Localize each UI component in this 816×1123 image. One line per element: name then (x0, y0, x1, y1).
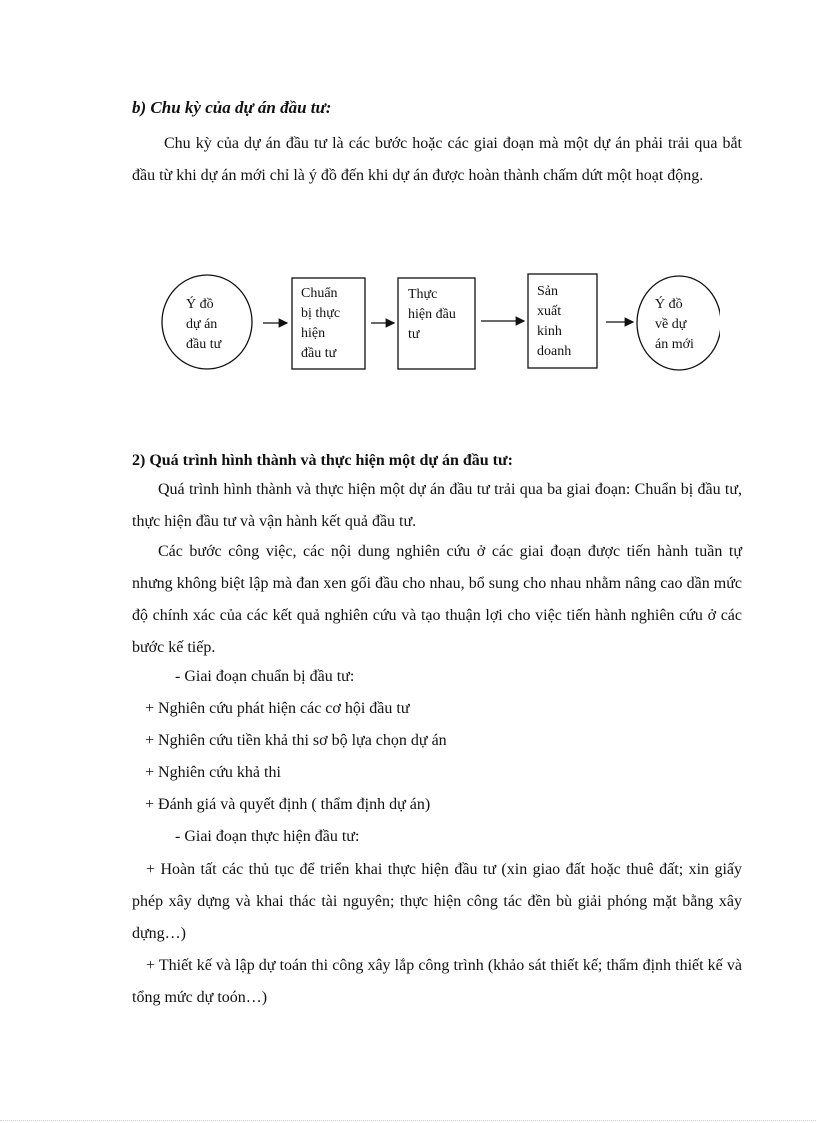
phase-1-item-4: + Đánh giá và quyết định ( thẩm định dự án) (145, 796, 431, 813)
node-new-idea-line-1: Ý đồ (655, 297, 683, 312)
node-production-line-1: Sản (537, 284, 558, 299)
node-production-line-2: xuất (537, 304, 562, 319)
node-idea-line-3: đầu tư (186, 337, 222, 352)
node-text-idea (186, 295, 222, 352)
node-idea-line-1: Ý đồ (186, 297, 214, 312)
phase-2-item-2: + Thiết kế và lập dự toán thi công xây lắp công trình (khảo sát thiết kế; thẩm định thiết kế và tổng mức dự toón…) (132, 957, 742, 1006)
node-prepare-line-2: bị thực (301, 306, 341, 321)
node-implement-line-3: tư (408, 327, 420, 342)
node-new-idea-line-2: về dự (655, 317, 687, 332)
phase-1-title: - Giai đoạn chuẩn bị đầu tư: (175, 668, 355, 685)
phase-2-title: - Giai đoạn thực hiện đầu tư: (175, 828, 360, 845)
section-2-paragraph-1: Quá trình hình thành và thực hiện một dự án đầu tư trải qua ba giai đoạn: Chuẩn bị đầu tư, thực hiện đầu tư và vận hành kết quả đầu tư. (132, 481, 742, 530)
node-implement-line-2: hiện đầu (408, 307, 456, 322)
project-cycle-diagram (160, 268, 720, 380)
section-2-paragraph-2: Các bước công việc, các nội dung nghiên cứu ở các giai đoạn được tiến hành tuần tự nhưng không biệt lập mà đan xen gối đầu cho nhau, bổ sung cho nhau nhằm nâng cao dần mức độ chính xác của các kết quả nghiên cứu và tạo thuận lợi cho việc tiến hành nghiên cứu ở các bước kế tiếp. (132, 543, 742, 656)
page-bottom-rule (0, 1120, 816, 1121)
phase-2-item-1: + Hoàn tất các thủ tục để triển khai thực hiện đầu tư (xin giao đất hoặc thuê đất; xin giấy phép xây dựng và khai thác tài nguyên; thực hiện công tác đền bù giải phóng mặt bằng xây dựng…) (132, 861, 742, 942)
node-new-idea-line-3: án mới (655, 337, 694, 352)
node-idea-line-2: dự án (186, 317, 218, 332)
node-implement-line-1: Thực (408, 287, 438, 302)
section-b-heading: b) Chu kỳ của dự án đầu tư: (132, 98, 332, 117)
phase-1-item-1: + Nghiên cứu phát hiện các cơ hội đầu tư (145, 700, 410, 717)
section-b-paragraph: Chu kỳ của dự án đầu tư là các bước hoặc các giai đoạn mà một dự án phải trải qua bắt đầu từ khi dự án mới chỉ là ý đồ đến khi dự án được hoàn thành chấm dứt một hoạt động. (132, 135, 742, 184)
phase-1-item-3: + Nghiên cứu khả thi (145, 764, 281, 781)
node-production-line-4: doanh (537, 344, 572, 359)
phase-1-item-2: + Nghiên cứu tiền khả thi sơ bộ lựa chọn dự án (145, 732, 447, 749)
node-prepare-line-3: hiện (301, 326, 326, 341)
section-2-heading: 2) Quá trình hình thành và thực hiện một dự án đầu tư: (132, 452, 513, 469)
node-prepare-line-1: Chuẩn (301, 286, 338, 301)
node-prepare-line-4: đầu tư (301, 346, 337, 361)
node-production-line-3: kinh (537, 324, 562, 339)
